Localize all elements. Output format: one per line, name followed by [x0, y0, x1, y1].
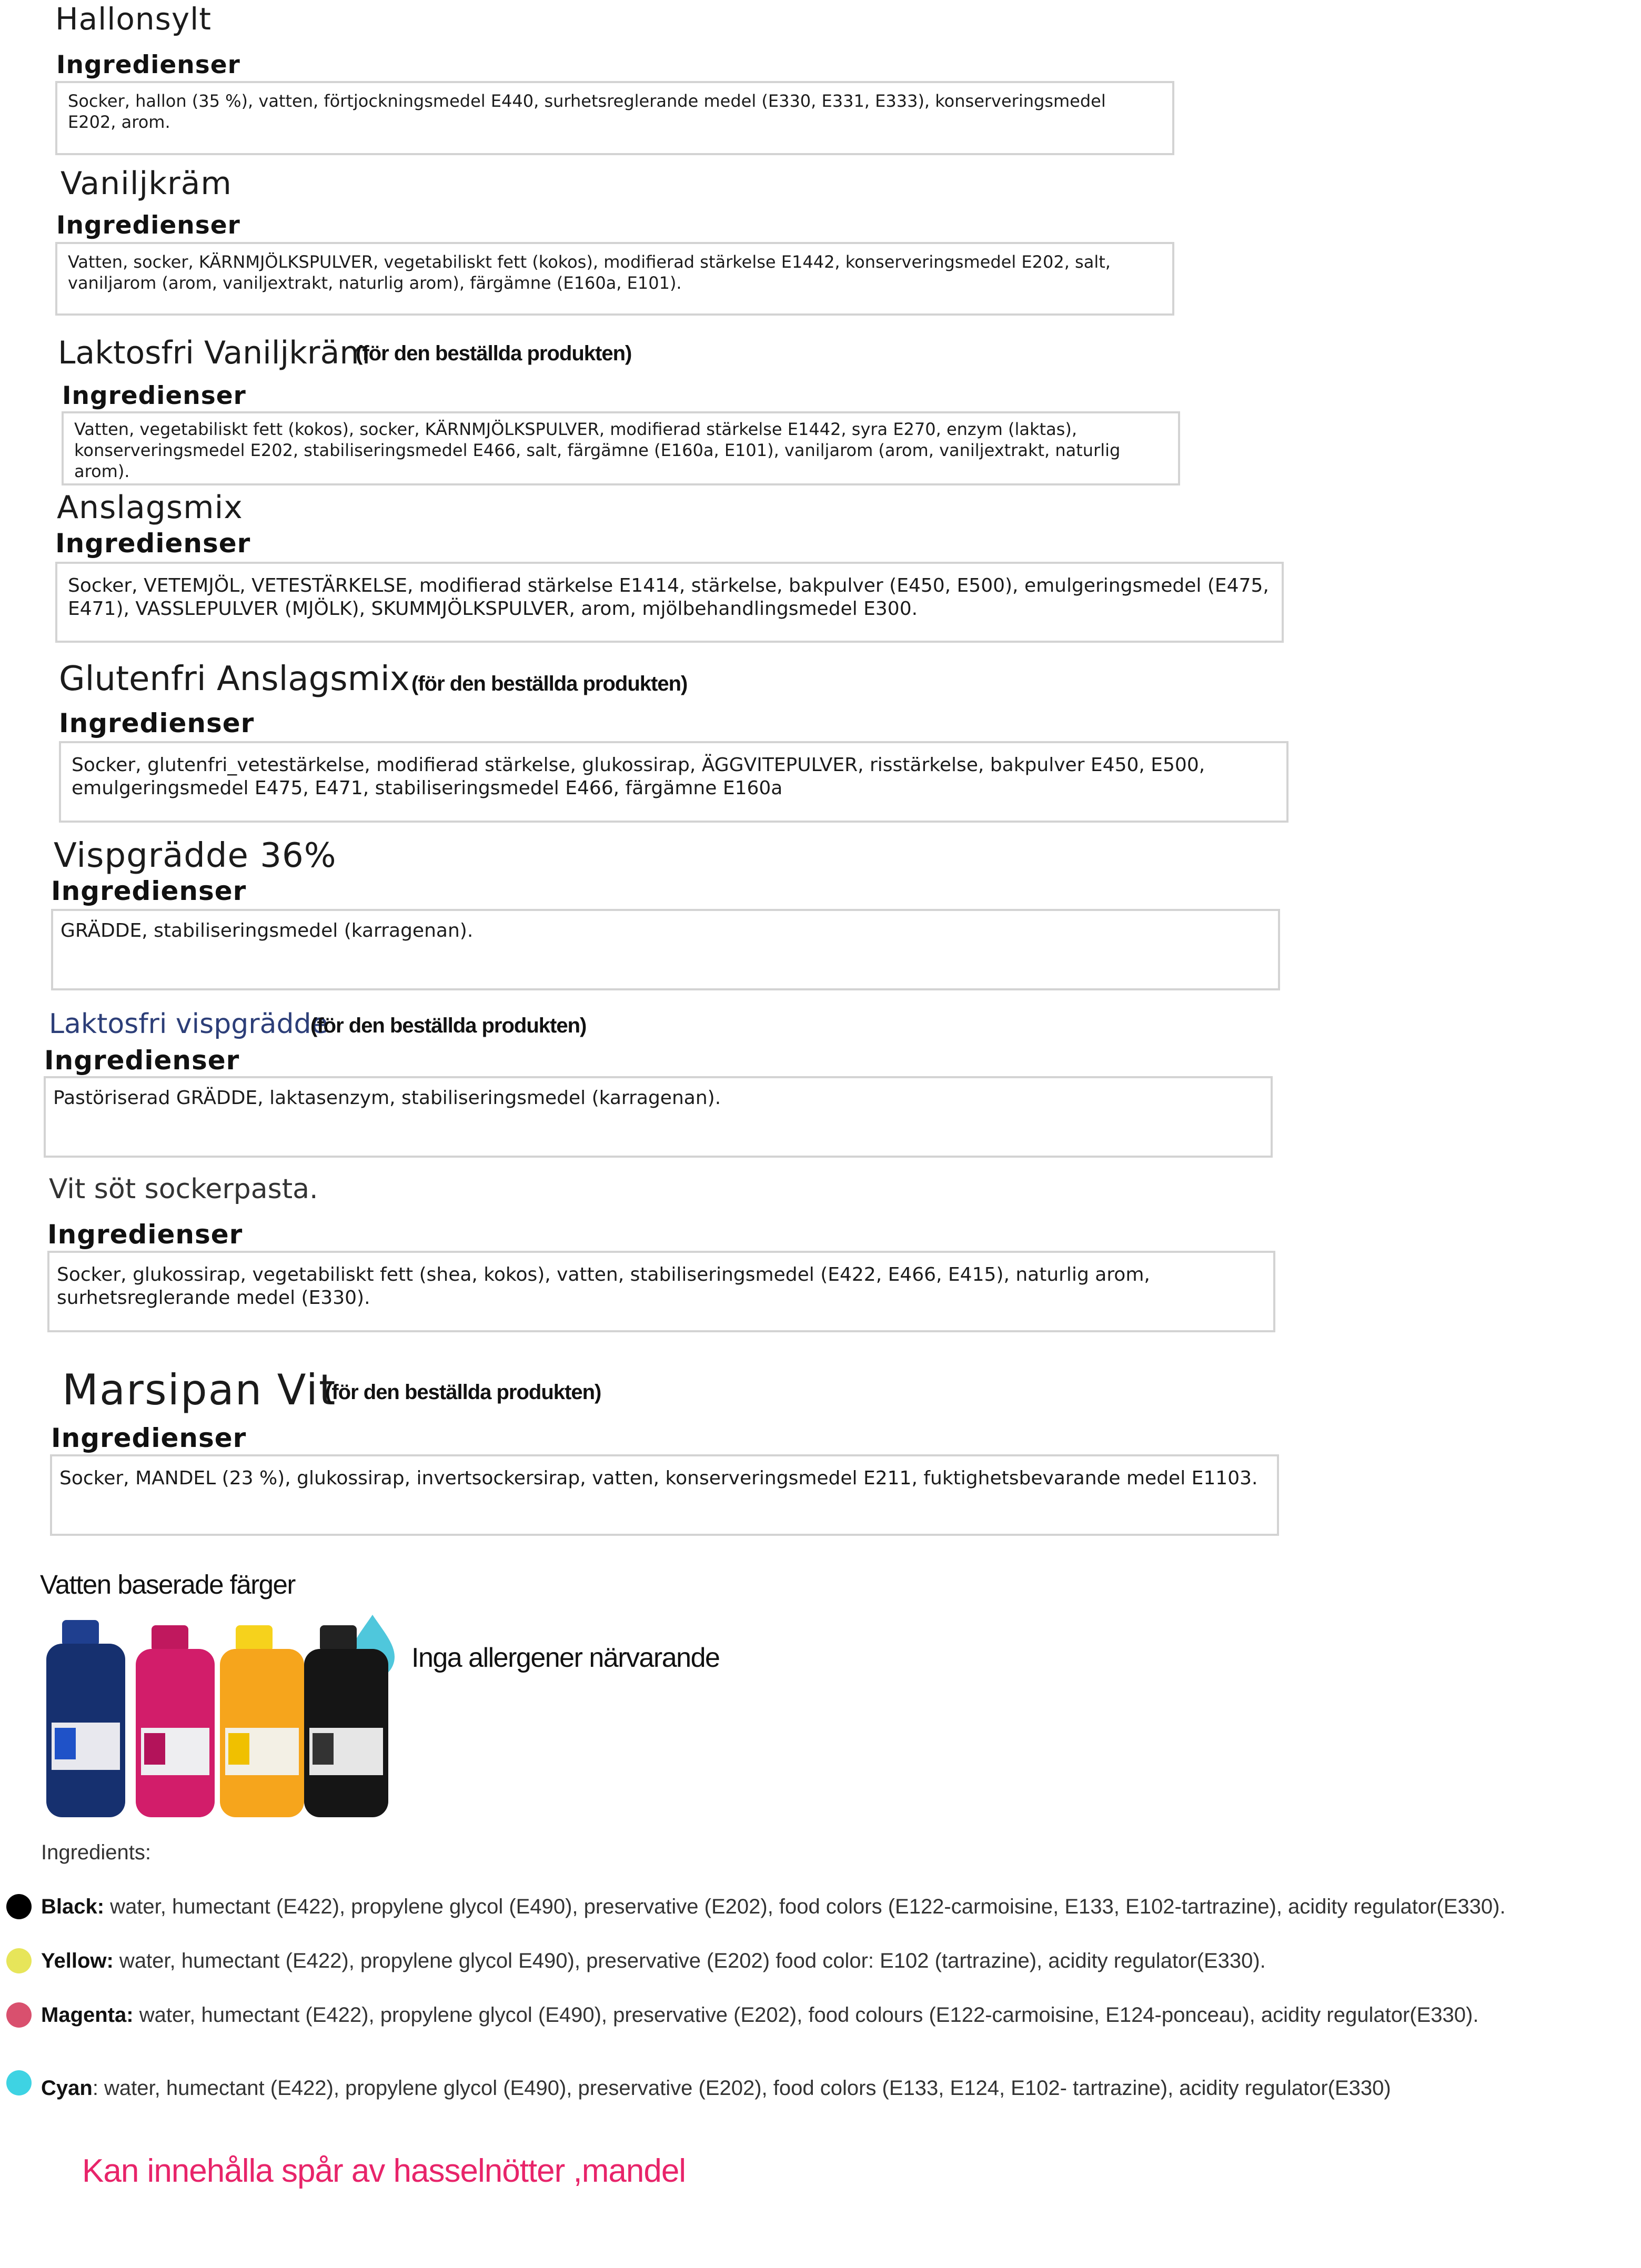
section-title-laktosfri-vispgradde: Laktosfri vispgrädde: [49, 1008, 328, 1040]
cyan-bottle-icon: [46, 1620, 125, 1817]
ingredients-box: [51, 909, 1280, 990]
black-dot-icon: [6, 1894, 32, 1919]
color-ingredient-cyan: [0, 2077, 1641, 2104]
color-name: Magenta:: [41, 2003, 134, 2027]
ingredients-label: Ingredienser: [55, 528, 251, 559]
color-text: water, humectant (E422), propylene glycol (E490), preservative (E202), food colors (E122-carmoisine, E133, E102-tartrazine), acidity regulator(E330).: [104, 1895, 1506, 1918]
section-title-laktosfri-vaniljkram: Laktosfri Vaniljkräm: [58, 335, 370, 371]
color-name: Cyan: [41, 2077, 93, 2100]
yellow-dot-icon: [6, 1948, 32, 1973]
section-title-hallonsylt: Hallonsylt: [55, 1, 212, 37]
color-text: : water, humectant (E422), propylene glycol (E490), preservative (E202), food colors (E133, E124, E102- tartrazine), acidity regulator(E330): [92, 2077, 1391, 2100]
ingredients-box: [47, 1251, 1275, 1332]
ingredients-text: Socker, VETEMJÖL, VETESTÄRKELSE, modifierad stärkelse E1414, stärkelse, bakpulver (E450, E500), emulgeringsmedel (E475, E471), VASSLEPULVER (MJÖLK), SKUMMJÖLKSPULVER, arom, mjölbehandlingsmedel E300.: [68, 575, 1269, 620]
ingredients-label: Ingredienser: [44, 1045, 240, 1076]
ingredients-text: GRÄDDE, stabiliseringsmedel (karragenan).: [61, 920, 474, 941]
ingredients-box: [55, 81, 1174, 155]
ingredients-en-label: Ingredients:: [41, 1841, 152, 1864]
ingredients-text: Vatten, vegetabiliskt fett (kokos), socker, KÄRNMJÖLKSPULVER, modifierad stärkelse E1442, syra E270, enzym (laktas), konserveringsmedel E202, stabiliseringsmedel E466, salt, färgämne (E160a, E101), vaniljarom (arom, vaniljextrakt, naturlig arom).: [74, 419, 1121, 481]
ingredients-text: Socker, MANDEL (23 %), glukossirap, invertsockersirap, vatten, konserveringsmedel E211, fuktighetsbevarande medel E1103.: [59, 1467, 1258, 1489]
black-bottle-icon: [304, 1625, 388, 1817]
section-title-anslagsmix: Anslagsmix: [57, 489, 243, 526]
ingredients-box: [55, 562, 1284, 643]
ingredients-text: Vatten, socker, KÄRNMJÖLKSPULVER, vegetabiliskt fett (kokos), modifierad stärkelse E1442, konserveringsmedel E202, salt, vaniljarom (arom, vaniljextrakt, naturlig arom), färgämne (E160a, E101).: [68, 252, 1111, 293]
section-title-vaniljkram: Vaniljkräm: [61, 165, 232, 202]
section-title-vit-sot-sockerpasta: Vit söt sockerpasta.: [49, 1173, 318, 1205]
color-ingredient-yellow: [0, 1949, 1641, 1977]
color-name: Black:: [41, 1895, 105, 1918]
color-ingredient-black: [0, 1895, 1641, 1922]
ingredients-text: Pastöriserad GRÄDDE, laktasenzym, stabiliseringsmedel (karragenan).: [53, 1087, 721, 1109]
ordered-product-note: (för den beställda produkten): [411, 672, 688, 695]
ordered-product-note: (för den beställda produkten): [356, 342, 632, 365]
magenta-dot-icon: [6, 2002, 32, 2028]
colors-title: Vatten baserade färger: [40, 1570, 295, 1599]
ingredients-text: Socker, glukossirap, vegetabiliskt fett (shea, kokos), vatten, stabiliseringsmedel (E422, E466, E415), naturlig arom, surhetsreglerande medel (E330).: [57, 1264, 1150, 1309]
section-title-vispgradde: Vispgrädde 36%: [54, 836, 337, 875]
ink-bottles-image: [41, 1615, 395, 1820]
color-name: Yellow:: [41, 1949, 114, 1972]
ordered-product-note: (för den beställda produkten): [325, 1381, 601, 1404]
ingredients-box: [44, 1076, 1273, 1158]
ingredients-box: [55, 242, 1174, 316]
color-text: water, humectant (E422), propylene glycol E490), preservative (E202) food color: E102 (tartrazine), acidity regulator(E330).: [113, 1949, 1266, 1972]
ordered-product-note: (för den beställda produkten): [310, 1014, 587, 1037]
ingredients-box: [50, 1454, 1279, 1536]
cyan-dot-icon: [6, 2070, 32, 2095]
section-title-marsipan-vit: Marsipan Vit: [62, 1365, 337, 1414]
ingredients-label: Ingredienser: [59, 708, 255, 738]
ingredients-label: Ingredienser: [47, 1219, 243, 1250]
color-ingredient-magenta: [0, 2003, 1641, 2031]
no-allergens-text: Inga allergener närvarande: [411, 1643, 720, 1673]
magenta-bottle-icon: [136, 1625, 215, 1817]
ingredients-label: Ingredienser: [51, 876, 247, 906]
ingredients-text: Socker, hallon (35 %), vatten, förtjockningsmedel E440, surhetsreglerande medel (E330, E331, E333), konserveringsmedel E202, arom.: [68, 91, 1106, 132]
allergen-warning: Kan innehålla spår av hasselnötter ,mandel: [82, 2153, 686, 2189]
ingredients-label: Ingredienser: [56, 211, 240, 240]
ingredients-box: [59, 741, 1288, 823]
yellow-bottle-icon: [220, 1625, 304, 1817]
ink-bottles-illustration: [41, 1615, 395, 1820]
ingredients-label: Ingredienser: [51, 1423, 247, 1453]
color-text: water, humectant (E422), propylene glycol (E490), preservative (E202), food colours (E122-carmoisine, E124-ponceau), acidity regulator(E330).: [133, 2003, 1479, 2027]
ingredients-label: Ingredienser: [56, 50, 240, 79]
ingredients-box: [62, 411, 1180, 485]
section-title-glutenfri-anslagsmix: Glutenfri Anslagsmix: [59, 660, 410, 698]
ingredients-label: Ingredienser: [62, 381, 246, 410]
ingredients-text: Socker, glutenfri_vetestärkelse, modifierad stärkelse, glukossirap, ÄGGVITEPULVER, risstärkelse, bakpulver E450, E500, emulgeringsmedel E475, E471, stabiliseringsmedel E466, färgämne E160a: [72, 754, 1205, 799]
